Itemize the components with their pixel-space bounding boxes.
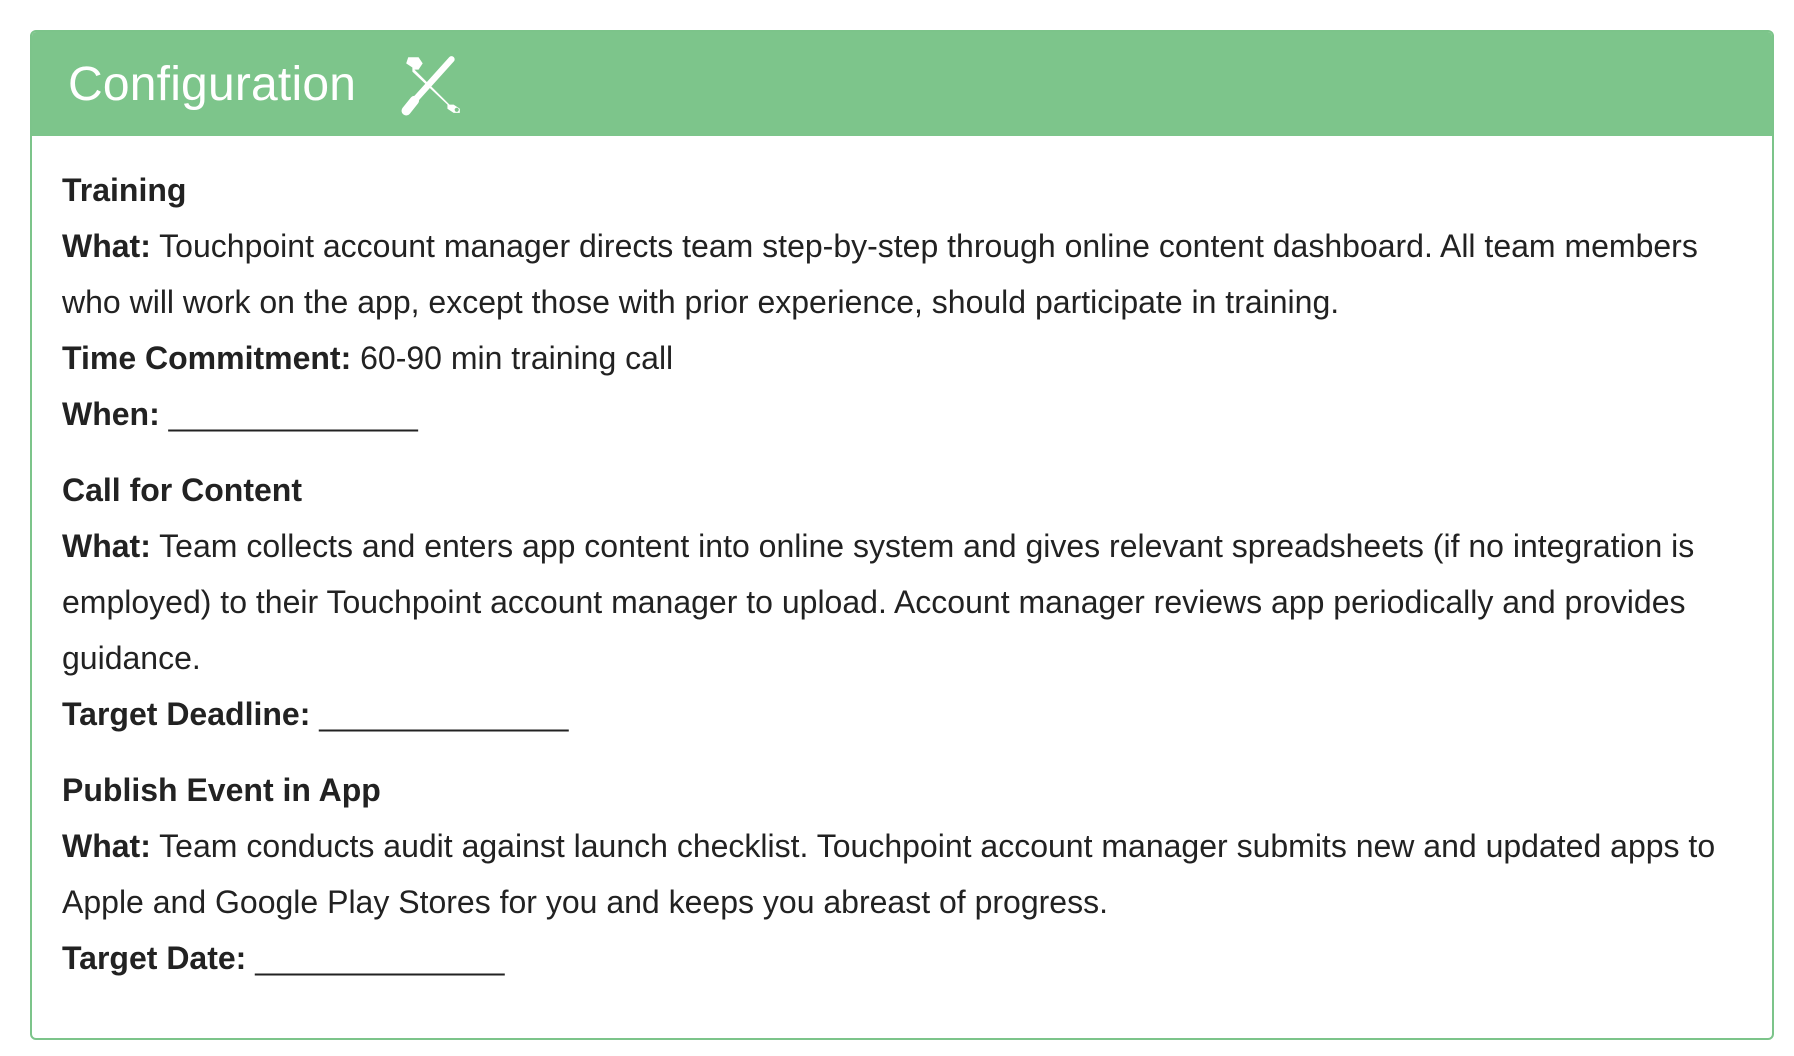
field-when (62, 386, 1742, 442)
field-target-date (62, 930, 1742, 986)
field-label: What: (62, 528, 151, 564)
field-value: ______________ (168, 396, 418, 432)
section-training (62, 162, 1742, 442)
field-value: Team collects and enters app content into online system and gives relevant spreadsheets (if no integration is employed) to their Touchpoint account manager to upload. Account manager reviews app periodically and provides guidance. (62, 528, 1695, 676)
field-label: Target Date: (62, 940, 247, 976)
panel-header (32, 32, 1772, 136)
field-value: Team conducts audit against launch checklist. Touchpoint account manager submits new and updated apps to Apple and Google Play Stores for you and keeps you abreast of progress. (62, 828, 1716, 920)
field-value: 60-90 min training call (360, 340, 674, 376)
field-label: Time Commitment: (62, 340, 352, 376)
section-publish-event (62, 762, 1742, 986)
field-label: What: (62, 828, 151, 864)
panel-body (32, 136, 1772, 986)
field-what (62, 818, 1742, 930)
section-title: Training (62, 172, 187, 208)
tools-icon (400, 51, 466, 117)
field-what (62, 518, 1742, 686)
configuration-panel (30, 30, 1774, 1040)
field-label: What: (62, 228, 151, 264)
field-time-commitment (62, 330, 1742, 386)
field-label: When: (62, 396, 160, 432)
section-title: Publish Event in App (62, 772, 381, 808)
field-what (62, 218, 1742, 330)
section-title: Call for Content (62, 472, 302, 508)
field-value: Touchpoint account manager directs team step-by-step through online content dashboard. All team members who will work on the app, except those with prior experience, should participate in training. (62, 228, 1698, 320)
field-value: ______________ (255, 940, 505, 976)
section-call-for-content (62, 462, 1742, 742)
panel-title: Configuration (68, 57, 357, 111)
field-target-deadline (62, 686, 1742, 742)
field-label: Target Deadline: (62, 696, 311, 732)
field-value: ______________ (319, 696, 569, 732)
